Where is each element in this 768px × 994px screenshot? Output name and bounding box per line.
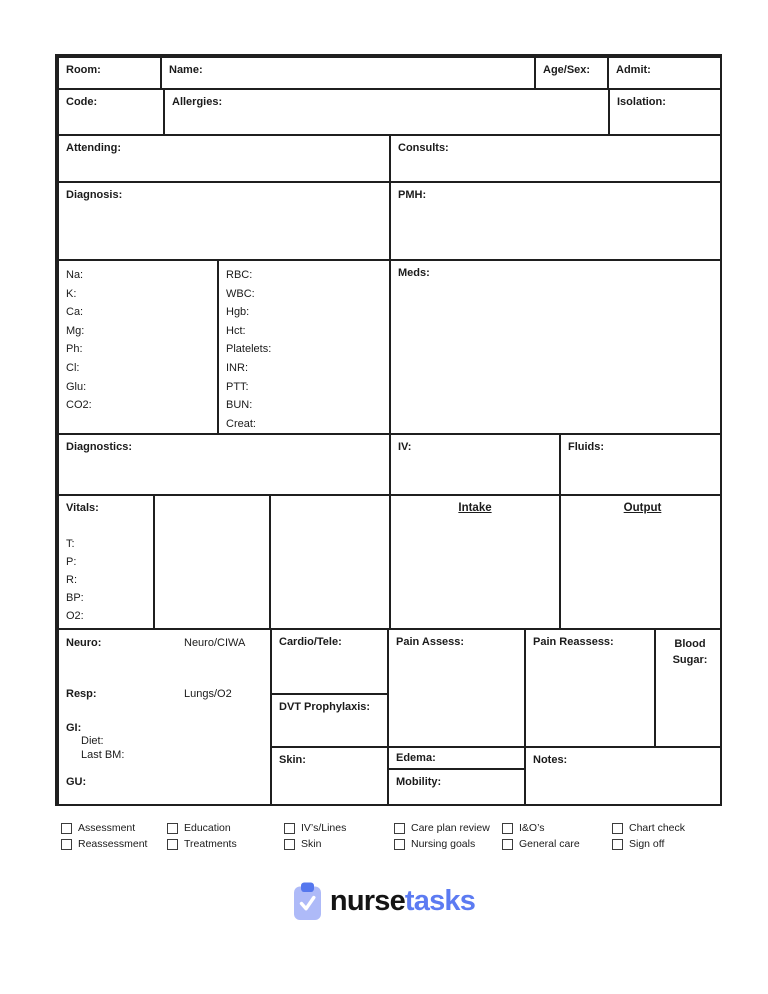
checkbox-icon[interactable] [61,839,72,850]
gi-last-bm-label: Last BM: [81,749,125,761]
lab-rbc-label: RBC: [226,269,253,281]
labs-hematology-field [217,259,391,435]
lab-co2-label: CO2: [66,399,92,412]
vital-bp-label: BP: [66,592,84,604]
allergies-field [163,88,610,136]
wordmark-nurse: nurse [329,885,405,917]
lab-hgb-label: Hgb: [226,306,250,319]
lab-platelets-label: Platelets: [226,343,272,356]
vitals-field [57,494,155,630]
meds-label: Meds: [398,267,430,279]
pain-assess-field [387,628,526,748]
edema-label: Edema: [396,752,436,764]
diagnosis-label: Diagnosis: [66,189,123,201]
code-field [57,88,165,136]
lab-bun-label: BUN: [226,399,253,412]
checkbox-reassessment[interactable] [61,838,147,850]
neuro-label: Neuro: [66,637,102,649]
lab-inr-label: INR: [226,361,248,374]
checkbox-icon[interactable] [284,823,295,834]
fluids-field [559,433,722,496]
vital-t-label: T: [66,538,75,550]
age-sex-field [534,56,609,90]
checkbox-label: Care plan review [411,822,490,834]
blood-sugar-label-line1: Blood [674,638,706,650]
lab-creat-label: Creat: [226,417,256,430]
admit-label: Admit: [616,64,651,76]
lab-hct-label: Hct: [226,324,246,337]
attending-label: Attending: [66,142,121,154]
lab-na-label: Na: [66,269,84,281]
checkbox-ivs-lines[interactable] [284,822,346,834]
meds-field [389,259,722,435]
dvt-prophylaxis-label: DVT Prophylaxis: [279,701,371,713]
report-form-table [55,54,722,806]
checkbox-sign-off[interactable] [612,838,664,850]
code-label: Code: [66,96,98,108]
checkbox-icon[interactable] [167,823,178,834]
gi-label: GI: [66,722,82,734]
pain-assess-label: Pain Assess: [396,636,465,648]
pmh-label: PMH: [398,189,427,201]
name-field [160,56,536,90]
cardio-tele-field [270,628,389,695]
vitals-label: Vitals: [66,502,99,514]
checkbox-label: Treatments [184,838,237,850]
checkbox-icon[interactable] [612,823,623,834]
checkbox-care-plan-review[interactable] [394,822,490,834]
pain-reassess-label: Pain Reassess: [533,636,614,648]
checkbox-treatments[interactable] [167,838,237,850]
notes-label: Notes: [533,754,568,766]
vitals-blank-column-1 [153,494,271,630]
checkbox-skin[interactable] [284,838,321,850]
pmh-field [389,181,722,261]
systems-assessment-field [57,628,272,806]
notes-field [524,746,722,806]
lab-ptt-label: PTT: [226,380,249,393]
checkbox-label: Skin [301,838,322,850]
checkbox-icon[interactable] [394,823,405,834]
consults-label: Consults: [398,142,449,154]
resp-scale-label: Lungs/O2 [184,688,232,700]
checkbox-label: Chart check [629,822,686,834]
mobility-label: Mobility: [396,776,442,788]
checkbox-label: Assessment [78,822,136,834]
vitals-items [59,515,153,625]
vitals-blank-column-2 [269,494,391,630]
consults-field [389,134,722,183]
checkbox-general-care[interactable] [502,838,580,850]
diagnostics-label: Diagnostics: [66,441,133,453]
skin-field [270,746,389,806]
diagnosis-field [57,181,391,261]
clipboard-check-icon [293,882,322,921]
checkbox-icon[interactable] [167,839,178,850]
checkbox-icon[interactable] [502,823,513,834]
checkbox-label: I&O’s [519,822,545,834]
vital-r-label: R: [66,574,77,586]
lab-cl-label: Cl: [66,361,80,374]
fluids-label: Fluids: [568,441,605,453]
vital-o2-label: O2: [66,610,84,622]
lab-glu-label: Glu: [66,380,87,393]
nursetasks-logo [0,881,768,921]
checkbox-label: Sign off [629,838,665,850]
iv-field [389,433,561,496]
attending-field [57,134,391,183]
checkbox-education[interactable] [167,822,231,834]
labs-chemistry-field [57,259,219,435]
resp-label: Resp: [66,688,97,700]
intake-field [389,494,561,630]
mobility-field [387,768,526,806]
checkbox-icon[interactable] [284,839,295,850]
checkbox-icon[interactable] [502,839,513,850]
isolation-label: Isolation: [617,96,666,108]
room-field [57,56,162,90]
diagnostics-field [57,433,391,496]
checkbox-label: IV’s/Lines [301,822,347,834]
iv-label: IV: [398,441,412,453]
wordmark-tasks: tasks [404,885,476,917]
allergies-label: Allergies: [172,96,223,108]
checkbox-icon[interactable] [612,839,623,850]
wordmark [330,881,475,921]
checkbox-label: Reassessment [78,838,148,850]
gi-diet-label: Diet: [81,735,104,747]
output-label: Output [623,502,662,514]
checkbox-nursing-goals[interactable] [394,838,475,850]
lab-ca-label: Ca: [66,306,84,319]
lab-wbc-label: WBC: [226,287,255,300]
blood-sugar-label [656,630,722,668]
isolation-field [608,88,722,136]
blood-sugar-label-line2: Sugar: [672,654,708,666]
neuro-scale-label: Neuro/CIWA [184,637,246,649]
output-field [559,494,722,630]
lab-k-label: K: [66,287,77,300]
checkbox-assessment[interactable] [61,822,135,834]
pain-reassess-field [524,628,656,748]
checkbox-icon[interactable] [61,823,72,834]
intake-label: Intake [458,502,492,514]
checkbox-icon[interactable] [394,839,405,850]
edema-field [387,746,526,770]
skin-label: Skin: [279,754,306,766]
blood-sugar-field [654,628,722,748]
checkbox-label: Education [184,822,231,834]
lab-mg-label: Mg: [66,324,85,337]
lab-ph-label: Ph: [66,343,83,356]
checkbox-ios[interactable] [502,822,544,834]
dvt-prophylaxis-field [270,693,389,748]
checkbox-label: Nursing goals [411,838,476,850]
cardio-tele-label: Cardio/Tele: [279,636,342,648]
gu-label: GU: [66,776,87,788]
admit-field [607,56,722,90]
name-label: Name: [169,64,203,76]
age-sex-label: Age/Sex: [543,64,591,76]
vital-p-label: P: [66,556,77,568]
checkbox-chart-check[interactable] [612,822,685,834]
checkbox-label: General care [519,838,580,850]
room-label: Room: [66,64,101,76]
